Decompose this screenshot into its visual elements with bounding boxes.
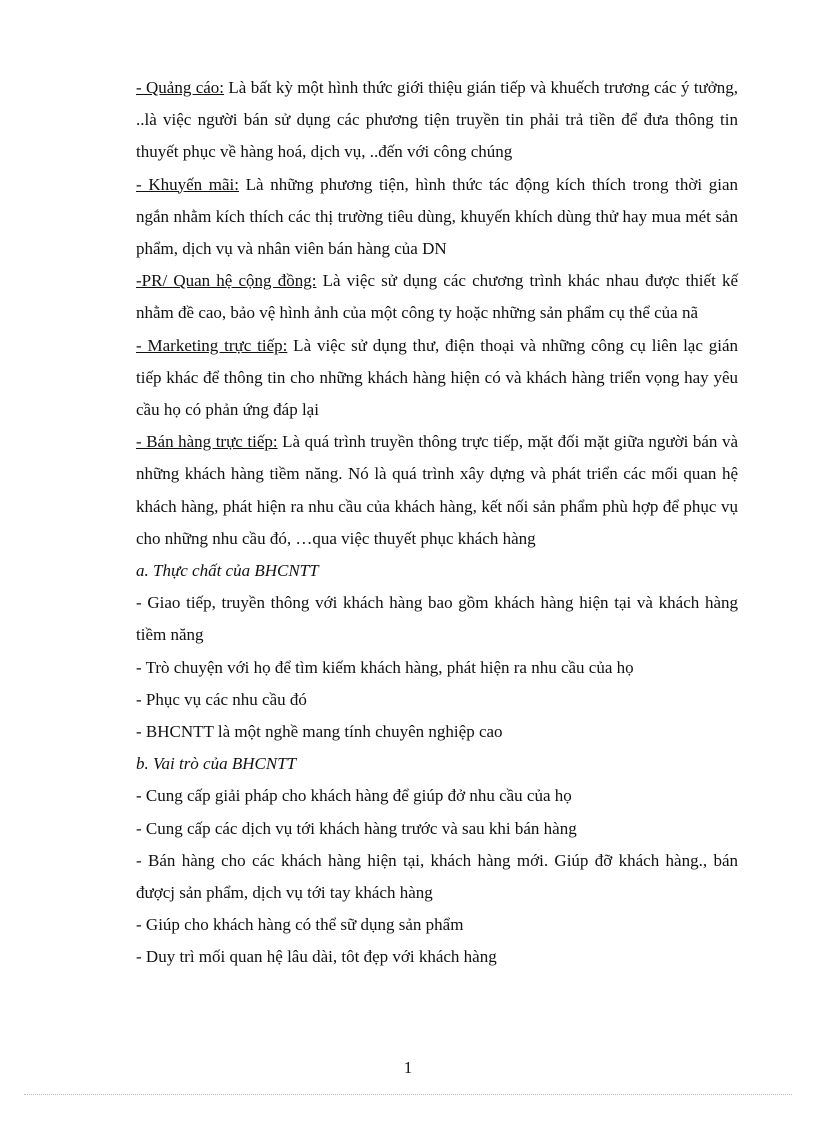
definition-text: Là quá trình truyền thông trực tiếp, mặt đối mặt giữa người bán và những khách hàng tiềm năng. Nó là quá trình xây dựng và phát triển các mối quan hệ khách hàng, phát hiện ra nhu cầu của khách hàng, kết nối sản phẩm phù hợp để phục vụ cho những nhu cầu đó, …qua việc thuyết phục khách hàng <box>136 432 738 548</box>
document-page <box>136 72 738 974</box>
section-b-heading: b. Vai trò của BHCNTT <box>136 754 297 774</box>
list-item: - Cung cấp giải pháp cho khách hàng để giúp đở nhu cầu của họ <box>136 786 572 806</box>
definition-term: - Khuyến mãi: <box>136 174 240 194</box>
definition-pr <box>136 265 738 329</box>
definition-advertising <box>136 72 738 169</box>
definition-promotion <box>136 169 738 266</box>
list-item: - Bán hàng cho các khách hàng hiện tại, khách hàng mới. Giúp đỡ khách hàng., bán đượcj sản phẩm, dịch vụ tới tay khách hàng <box>136 850 738 903</box>
definition-term: - Quảng cáo: <box>136 78 225 97</box>
list-item: - Duy trì mối quan hệ lâu dài, tôt đẹp với khách hàng <box>136 947 497 967</box>
definition-term: -PR/ Quan hệ cộng đồng: <box>136 271 317 291</box>
list-item: - Giao tiếp, truyền thông với khách hàng bao gồm khách hàng hiện tại và khách hàng tiềm năng <box>136 593 738 645</box>
list-item: - BHCNTT là một nghề mang tính chuyên nghiệp cao <box>136 722 503 742</box>
list-item: - Phục vụ các nhu cầu đó <box>136 689 307 709</box>
definition-term: - Marketing trực tiếp: <box>136 335 288 355</box>
list-item: - Cung cấp các dịch vụ tới khách hàng trước và sau khi bán hàng <box>136 818 577 838</box>
section-a-heading: a. Thực chất của BHCNTT <box>136 561 319 581</box>
definition-direct-marketing <box>136 330 738 427</box>
definition-text: Là bất kỳ một hình thức giới thiệu gián tiếp và khuếch trương các ý tưởng, ..là việc người bán sử dụng các phương tiện truyền tin phải trả tiền để đưa thông tin thuyết phục về hàng hoá, dịch vụ, ..đến với công chúng <box>136 78 738 162</box>
page-number: 1 <box>403 1058 413 1077</box>
page-bottom-divider <box>24 1094 792 1095</box>
definition-term: - Bán hàng trực tiếp: <box>136 432 278 452</box>
list-item: - Giúp cho khách hàng có thể sữ dụng sản phẩm <box>136 915 464 935</box>
definition-text: Là những phương tiện, hình thức tác động kích thích trong thời gian ngắn nhằm kích thích các thị trường tiêu dùng, khuyến khích dùng thử hay mua mét sản phẩm, dịch vụ và nhân viên bán hàng của DN <box>136 174 738 259</box>
list-item: - Trò chuyện với họ để tìm kiếm khách hàng, phát hiện ra nhu cầu của họ <box>136 657 634 677</box>
definition-text: Là việc sử dụng thư, điện thoại và những công cụ liên lạc gián tiếp khác để thông tin cho những khách hàng hiện có và khách hàng triển vọng hay yêu cầu họ có phản ứng đáp lại <box>136 335 738 420</box>
definition-text: Là việc sử dụng các chương trình khác nhau được thiết kế nhằm đề cao, bảo vệ hình ảnh của một công ty hoặc những sản phẩm cụ thể của nã <box>136 271 738 323</box>
definition-personal-selling <box>136 426 738 555</box>
